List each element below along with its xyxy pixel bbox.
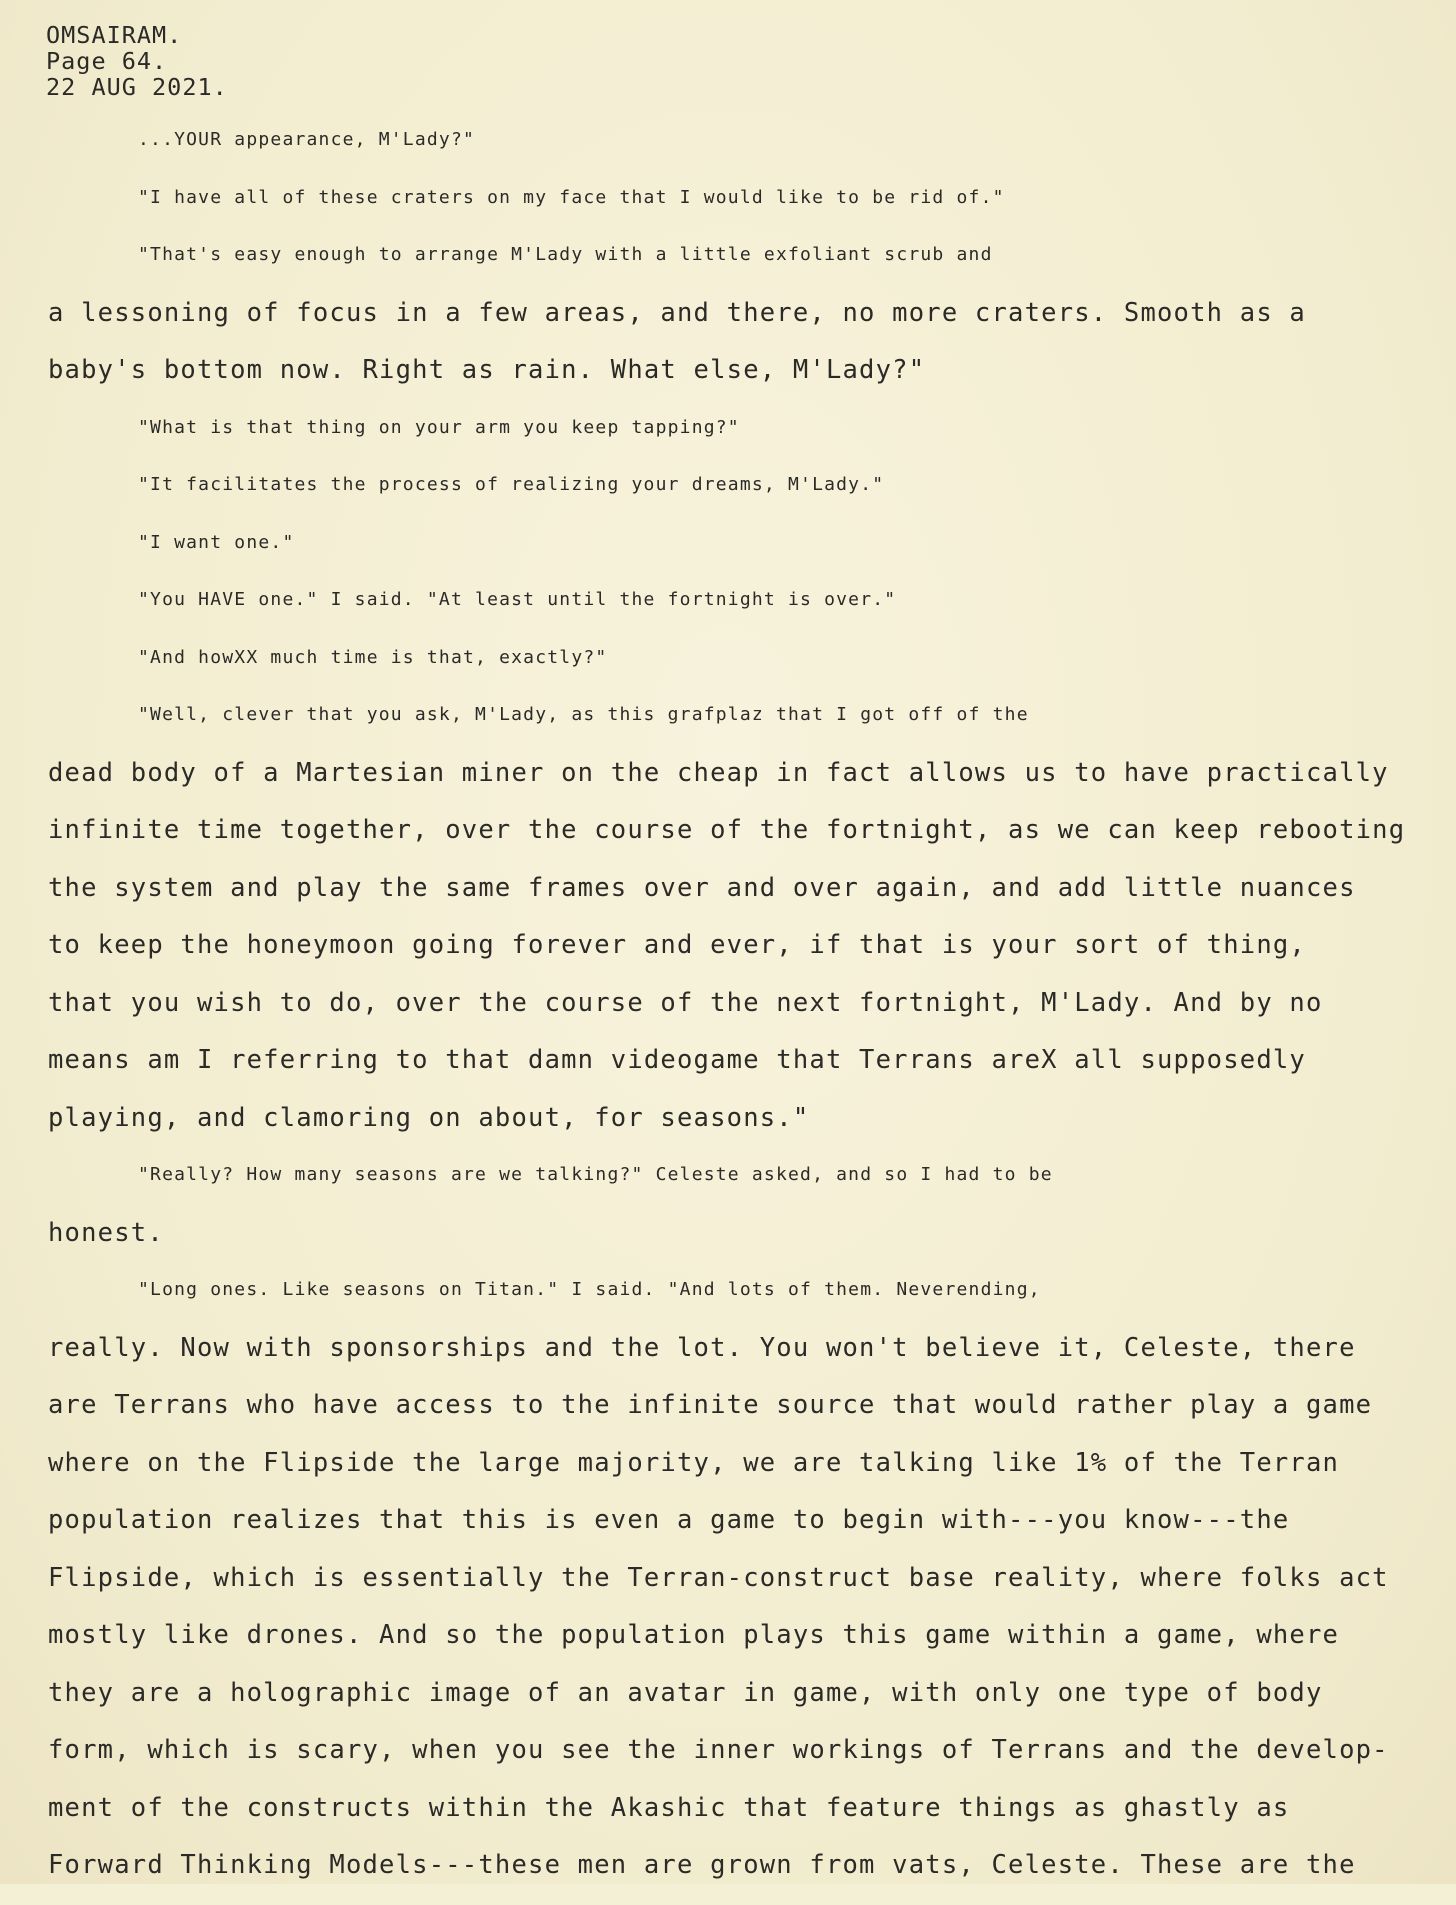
text-line: are Terrans who have access to the infinite source that would rather play a game bbox=[48, 1390, 1373, 1420]
manuscript-body bbox=[48, 122, 1448, 1905]
paragraph-first-line: "It facilitates the process of realizing your dreams, M'Lady." bbox=[138, 474, 885, 495]
text-line: Forward Thinking Models---these men are grown from vats, Celeste. These are the bbox=[48, 1850, 1356, 1880]
text-line: a lessoning of focus in a few areas, and there, no more craters. Smooth as a bbox=[48, 297, 1306, 328]
text-line: baby's bottom now. Right as rain. What else, M'Lady?" bbox=[48, 355, 926, 385]
text-line: infinite time together, over the course of the fortnight, as we can keep rebooting bbox=[48, 815, 1406, 845]
page-header bbox=[46, 22, 228, 100]
text-line: where on the Flipside the large majority, we are talking like 1% of the Terran bbox=[48, 1447, 1340, 1478]
text-line: that you wish to do, over the course of the next fortnight, M'Lady. And by no bbox=[48, 987, 1323, 1018]
paragraph-first-line: "That's easy enough to arrange M'Lady with a little exfoliant scrub and bbox=[138, 244, 993, 265]
paragraph-first-line: "What is that thing on your arm you keep tapping?" bbox=[138, 416, 740, 438]
text-line: ment of the constructs within the Akashic that feature things as ghastly as bbox=[48, 1792, 1290, 1823]
paragraph-first-line: "Really? How many seasons are we talking?" Celeste asked, and so I had to be bbox=[138, 1164, 1053, 1185]
text-line: they are a holographic image of an avatar in game, with only one type of body bbox=[48, 1677, 1323, 1708]
header-page-number: Page 64. bbox=[46, 47, 168, 75]
text-line: mostly like drones. And so the population plays this game within a game, where bbox=[48, 1620, 1340, 1650]
text-line: honest. bbox=[48, 1217, 164, 1248]
text-line: playing, and clamoring on about, for seasons." bbox=[48, 1102, 810, 1133]
paragraph-first-line: "And howXX much time is that, exactly?" bbox=[138, 646, 608, 668]
text-line: really. Now with sponsorships and the lot. You won't believe it, Celeste, there bbox=[48, 1332, 1356, 1363]
text-line: form, which is scary, when you see the inner workings of Terrans and the develop- bbox=[48, 1735, 1389, 1765]
text-line: the system and play the same frames over and over again, and add little nuances bbox=[48, 872, 1356, 903]
paragraph-first-line: "Well, clever that you ask, M'Lady, as this grafplaz that I got off of the bbox=[138, 704, 1029, 725]
header-invocation: OMSAIRAM. bbox=[46, 21, 183, 49]
header-date: 22 AUG 2021. bbox=[46, 73, 228, 101]
paragraph-first-line: "You HAVE one." I said. "At least until the fortnight is over." bbox=[138, 589, 897, 610]
paragraph-first-line: "Long ones. Like seasons on Titan." I said. "And lots of them. Neverending, bbox=[138, 1279, 1041, 1300]
text-line: to keep the honeymoon going forever and ever, if that is your sort of thing, bbox=[48, 930, 1306, 960]
text-line: means am I referring to that damn videogame that Terrans areX all supposedly bbox=[48, 1045, 1306, 1075]
paragraph-first-line: "I want one." bbox=[138, 531, 295, 553]
text-line: Flipside, which is essentially the Terran-construct base reality, where folks act bbox=[48, 1562, 1389, 1593]
text-line: dead body of a Martesian miner on the cheap in fact allows us to have practically bbox=[48, 757, 1389, 788]
text-line: population realizes that this is even a game to begin with---you know---the bbox=[48, 1505, 1290, 1535]
paragraph-first-line: ...YOUR appearance, M'Lady?" bbox=[138, 129, 476, 150]
paragraph-first-line: "I have all of these craters on my face that I would like to be rid of." bbox=[138, 186, 1005, 208]
